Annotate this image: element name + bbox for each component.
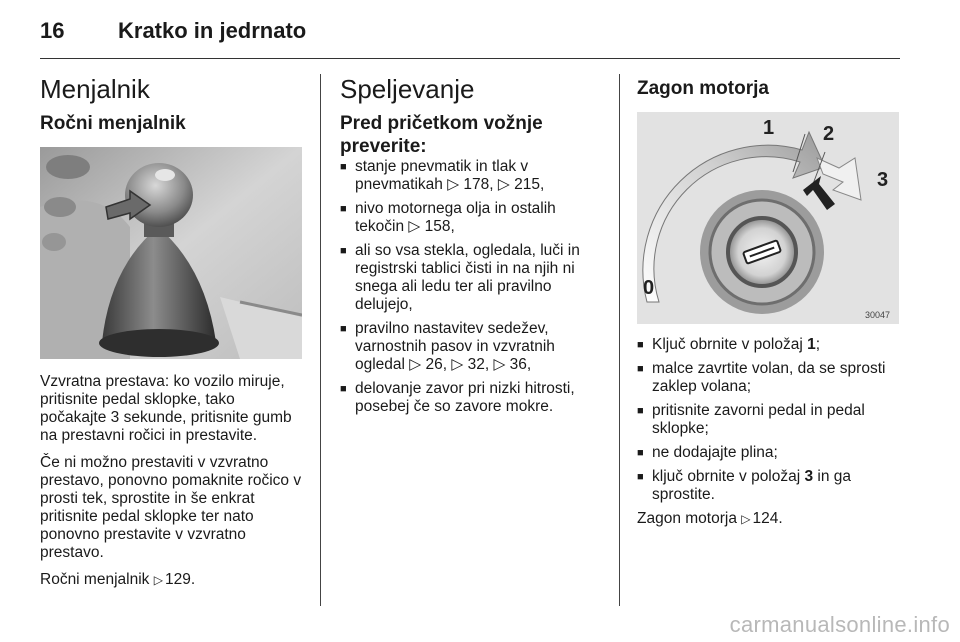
list-item: ■ nivo motornega olja in ostalih tekočin ▷ 158, — [340, 200, 600, 236]
position-label-2: 2 — [823, 123, 835, 145]
list-item: ■ stanje pnevmatik in tlak v pnevmatikah ▷ 178, ▷ 215, — [340, 158, 600, 194]
list-item: ■ delovanje zavor pri nizki hitrosti, posebej če so zavore mokre. — [340, 380, 600, 416]
subtitle-rocni-menjalnik: Ročni menjalnik — [40, 113, 186, 134]
section-title-zagon-motorja: Zagon motorja — [637, 78, 769, 99]
list-item: ■ Ključ obrnite v položaj 1; — [637, 336, 905, 354]
gear-shifter-photo — [40, 147, 302, 359]
subtitle-pred-pricetkom: Pred pričetkom vožnje preverite: — [340, 113, 543, 157]
list-item: ■ malce zavrtite volan, da se sprosti zaklep volana; — [637, 360, 905, 396]
list-item: ■ ali so vsa stekla, ogledala, luči in registrski tablici čisti in na njih ni snega ali ledu ter ali pravilno delujejo, — [340, 242, 600, 314]
position-label-3: 3 — [877, 169, 889, 191]
list-item: ■ pravilno nastavitev sedežev, varnostnih pasov in vzvratnih ogledal ▷ 26, ▷ 32, ▷ 36, — [340, 320, 600, 374]
position-label-1: 1 — [763, 117, 775, 139]
running-title: Kratko in jedrnato — [118, 18, 307, 43]
list-item: ■ pritisnite zavorni pedal in pedal sklopke; — [637, 402, 905, 438]
watermark: carmanualsonline.info — [729, 612, 950, 637]
paragraph-reverse-retry: Če ni možno prestaviti v vzvratno prestavo, ponovno pomaknite ročico v prosti tek, sprostite in še enkrat pritisnite pedal sklopke ter nato ponovno prestavite v vzvratno prestavo. — [40, 454, 302, 561]
list-item: ■ ne dodajajte plina; — [637, 444, 905, 462]
page-reference[interactable]: ▷ 124. — [741, 510, 782, 527]
reference-text: Ročni menjalnik — [40, 571, 150, 588]
section-title-menjalnik: Menjalnik — [40, 74, 150, 104]
column-speljevanje — [340, 74, 600, 422]
checklist — [340, 158, 600, 416]
paragraph-reverse-gear: Vzvratna prestava: ko vozilo miruje, pritisnite pedal sklopke, tako počakajte 3 sekunde, pritisnite gumb na prestavni ročici in prestavite. — [40, 373, 292, 444]
position-label-0: 0 — [643, 277, 655, 299]
paragraph-cross-reference — [40, 571, 304, 589]
reference-text: Zagon motorja — [637, 510, 737, 527]
header-rule — [40, 58, 900, 59]
column-menjalnik — [40, 74, 304, 589]
section-title-speljevanje: Speljevanje — [340, 74, 475, 104]
paragraph-cross-reference — [637, 510, 905, 528]
page-header — [40, 14, 900, 54]
page-reference[interactable]: ▷ 129. — [154, 571, 195, 588]
page-number: 16 — [40, 18, 65, 43]
start-steps — [637, 336, 905, 504]
list-item: ■ ključ obrnite v položaj 3 in ga sprostite. — [637, 468, 905, 504]
column-zagon-motorja — [637, 74, 905, 528]
column-divider-2 — [619, 74, 620, 606]
figure-code: 30047 — [865, 310, 891, 320]
ignition-switch-diagram — [637, 112, 899, 324]
column-divider-1 — [320, 74, 321, 606]
